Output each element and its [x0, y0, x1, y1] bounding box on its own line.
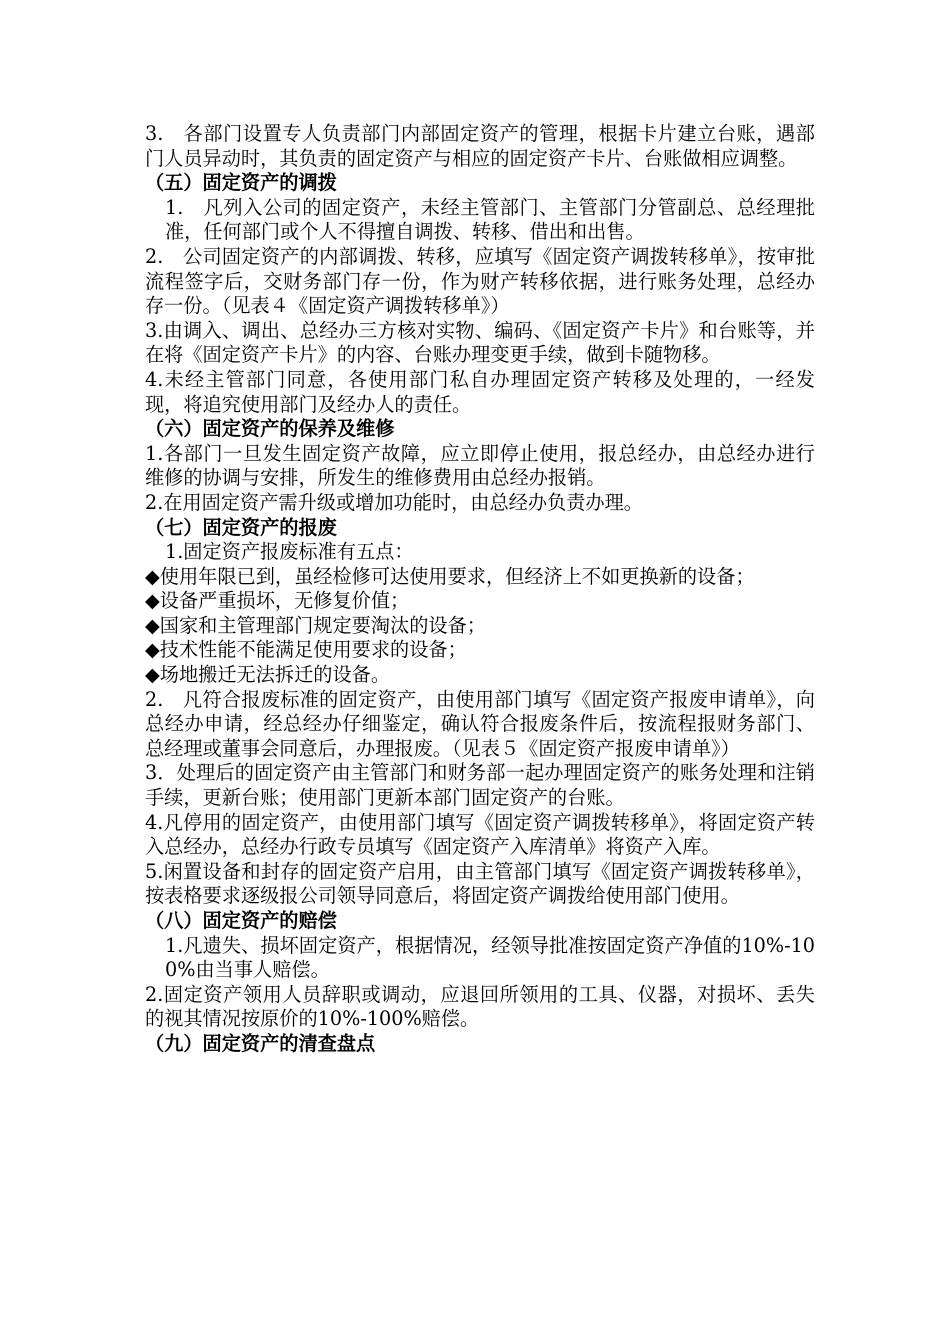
scrap-item-4: 4.凡停用的固定资产，由使用部门填写《固定资产调拨转移单》，将固定资产转入总经办，总经办行政专员填写《固定资产入库清单》将资产入库。 [145, 810, 815, 859]
maintenance-item-1: 1.各部门一旦发生固定资产故障，应立即停止使用，报总经办，由总经办进行维修的协调与安排，所发生的维修费用由总经办报销。 [145, 441, 815, 490]
heading-maintenance: （六）固定资产的保养及维修 [145, 417, 395, 441]
scrap-bullet-4: ◆技术性能不能满足使用要求的设备； [145, 638, 467, 662]
transfer-item-2: 2. 公司固定资产的内部调拨、转移，应填写《固定资产调拨转移单》，按审批流程签字后，交财务部门存一份，作为财产转移依据，进行账务处理，总经办存一份。（见表４《固定资产调拨转移单》） [145, 244, 815, 318]
transfer-item-1: 1. 凡列入公司的固定资产，未经主管部门、主管部门分管副总、总经理批准，任何部门或个人不得擅自调拨、转移、借出和出售。 [165, 195, 815, 244]
scrap-item-2: 2. 凡符合报废标准的固定资产，由使用部门填写《固定资产报废申请单》，向总经办申请，经总经办仔细鉴定，确认符合报废条件后，按流程报财务部门、总经理或董事会同意后，办理报废。（见表５《固定资产报废申请单》） [145, 687, 815, 760]
scrap-bullet-1: ◆使用年限已到，虽经检修可达使用要求，但经济上不如更换新的设备； [145, 564, 755, 588]
transfer-item-3: 3.由调入、调出、总经办三方核对实物、编码、《固定资产卡片》和台账等，并在将《固定资产卡片》的内容、台账办理变更手续，做到卡随物移。 [145, 318, 815, 367]
scrap-bullet-3: ◆国家和主管理部门规定要淘汰的设备； [145, 613, 486, 637]
scrap-item-3: 3．处理后的固定资产由主管部门和财务部一起办理固定资产的账务处理和注销手续，更新台账；使用部门更新本部门固定资产的台账。 [145, 761, 815, 810]
scrap-item-1: 1.固定资产报废标准有五点： [165, 540, 414, 564]
scrap-bullet-2: ◆设备严重损坏，无修复价值； [145, 589, 410, 613]
scrap-bullet-5: ◆场地搬迁无法拆迁的设备。 [145, 663, 391, 687]
compensation-item-2: 2.固定资产领用人员辞职或调动，应退回所领用的工具、仪器，对损坏、丢失的视其情况按原价的10%-100%赔偿。 [145, 982, 815, 1031]
scrap-item-5: 5.闲置设备和封存的固定资产启用，由主管部门填写《固定资产调拨转移单》，按表格要求逐级报公司领导同意后，将固定资产调拨给使用部门使用。 [145, 859, 815, 908]
document-body [145, 122, 815, 1057]
transfer-item-4: 4.未经主管部门同意，各使用部门私自办理固定资产转移及处理的，一经发现，将追究使用部门及经办人的责任。 [145, 367, 815, 416]
heading-compensation: （八）固定资产的赔偿 [145, 909, 337, 932]
maintenance-item-2: 2.在用固定资产需升级或增加功能时，由总经办负责办理。 [145, 490, 643, 514]
compensation-item-1: 1.凡遗失、损坏固定资产，根据情况，经领导批准按固定资产净值的10%-100%由当事人赔偿。 [165, 933, 815, 982]
heading-scrap: （七）固定资产的报废 [145, 515, 337, 539]
heading-inventory-check: （九）固定资产的清查盘点 [145, 1031, 376, 1055]
paragraph-dept-management: 3. 各部门设置专人负责部门内部固定资产的管理，根据卡片建立台账，遇部门人员异动时，其负责的固定资产与相应的固定资产卡片、台账做相应调整。 [145, 122, 815, 170]
heading-transfer: （五）固定资产的调拨 [145, 171, 337, 195]
